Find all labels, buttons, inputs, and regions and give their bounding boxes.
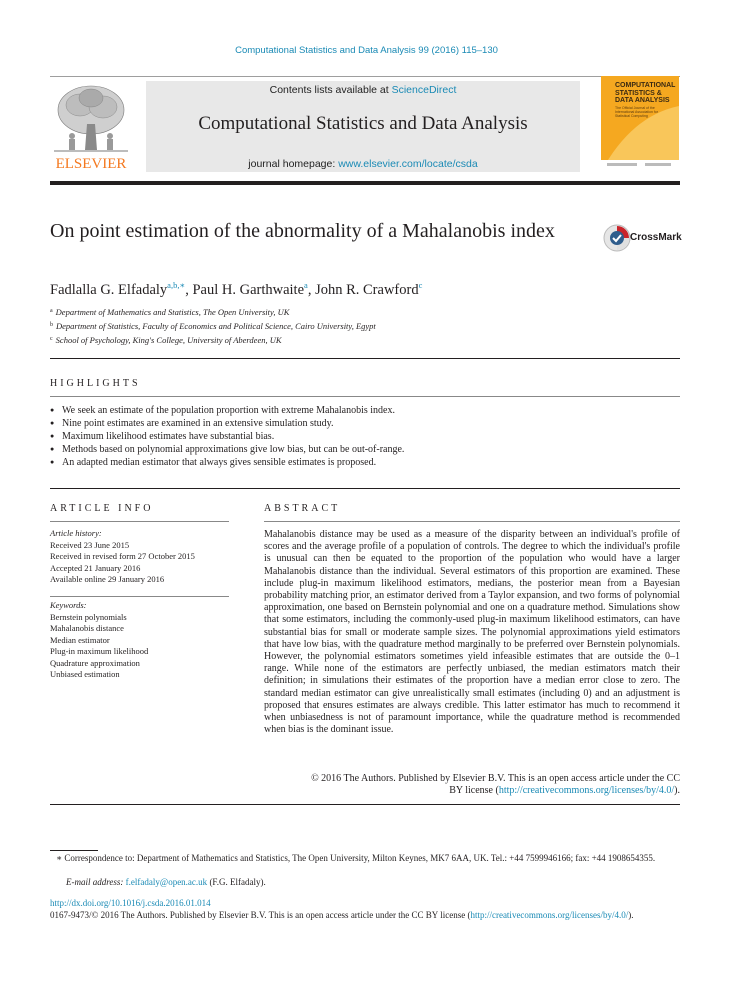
correspondence-footnote (50, 853, 680, 865)
history-entry: Available online 29 January 2016 (50, 574, 165, 584)
highlights-heading: HIGHLIGHTS (50, 378, 141, 389)
author-separator: , (307, 282, 316, 298)
abstract-license (264, 773, 680, 797)
affiliation-key: a (50, 308, 53, 314)
keyword-item: Plug-in maximum likelihood (50, 646, 149, 656)
email-footnote (66, 877, 266, 887)
abstract-rule (264, 521, 680, 522)
highlight-item: ● We seek an estimate of the population proportion with extreme Mahalanobis index. (50, 404, 680, 417)
keyword-item: Mahalanobis distance (50, 623, 124, 633)
author-affiliation-marks[interactable]: a (304, 280, 308, 290)
section-divider (50, 488, 680, 489)
section-divider (50, 804, 680, 805)
highlight-item: ● Nine point estimates are examined in an extensive simulation study. (50, 417, 680, 430)
cover-title: COMPUTATIONAL STATISTICS & DATA ANALYSIS (615, 82, 676, 104)
affiliation-key: b (50, 322, 53, 328)
article-info-heading: ARTICLE INFO (50, 503, 154, 514)
contents-prefix: Contents lists available at (269, 84, 392, 96)
highlight-item: ● Methods based on polynomial approximations give low bias, but can be out-of-range. (50, 443, 680, 456)
keywords-label: Keywords: (50, 600, 87, 610)
affiliation (50, 335, 282, 345)
affiliation (50, 321, 376, 331)
affiliation-text: School of Psychology, King's College, University of Aberdeen, UK (55, 335, 282, 345)
journal-reference[interactable]: Computational Statistics and Data Analysis 99 (2016) 115–130 (235, 45, 498, 56)
elsevier-logo (50, 80, 132, 172)
homepage-line (146, 158, 580, 170)
author-list (50, 280, 422, 299)
masthead-bottom-rule (50, 181, 680, 185)
abstract-heading: ABSTRACT (264, 503, 341, 514)
journal-cover-thumbnail[interactable] (601, 76, 679, 172)
email-label: E-mail address: (66, 877, 126, 887)
highlights-list (50, 404, 680, 469)
author-name: John R. Crawford (315, 282, 419, 298)
author-affiliation-marks[interactable]: c (418, 280, 423, 290)
header-divider (50, 76, 680, 77)
paper-title: On point estimation of the abnormality of a Mahalanobis index (50, 220, 555, 242)
email-suffix: (F.G. Elfadaly). (207, 877, 266, 887)
license-link[interactable]: http://creativecommons.org/licenses/by/4.0/ (498, 785, 675, 797)
copyright-suffix: ). (628, 910, 634, 920)
highlights-rule (50, 396, 680, 397)
highlight-item: ● An adapted median estimator that always gives sensible estimates is proposed. (50, 456, 680, 469)
section-divider (50, 358, 680, 359)
corresponding-mark: ∗ (56, 853, 63, 863)
copyright-license-link[interactable]: http://creativecommons.org/licenses/by/4.0/ (470, 910, 629, 920)
article-history (50, 528, 229, 586)
license-prefix: BY license ( (449, 785, 499, 797)
highlight-item: ● Maximum likelihood estimates have substantial bias. (50, 430, 680, 443)
author-name: Paul H. Garthwaite (192, 282, 305, 298)
copyright-line (50, 910, 680, 922)
affiliation (50, 307, 289, 317)
keywords-rule (50, 596, 229, 597)
correspondence-text: Correspondence to: Department of Mathematics and Statistics, The Open University, Milton Keynes, MK7 6AA, UK. Tel.: +44 7599946166; fax: +44 1908654355. (64, 853, 656, 863)
article-info-rule (50, 521, 229, 522)
contents-line (146, 84, 580, 96)
history-entry: Accepted 21 January 2016 (50, 562, 141, 573)
sciencedirect-link[interactable]: ScienceDirect (391, 84, 457, 96)
homepage-prefix: journal homepage: (248, 158, 339, 170)
crossmark-label[interactable]: CrossMark (630, 232, 682, 243)
footnote-rule (50, 850, 98, 851)
license-line-2 (264, 785, 680, 797)
keywords (50, 600, 229, 681)
affiliation-text: Department of Statistics, Faculty of Economics and Political Science, Cairo University, Egypt (56, 321, 376, 331)
abstract-body: Mahalanobis distance may be used as a measure of the disparity between an individual's profile of scores and the average profile of a population of controls. The degree to which the individual's profile is unusual can then be equated to the proportion of the population who would have a larger Mahalanobis distance than the individual. Several estimators of this proportion are examined. These include plug-in maximum likelihood estimators, medians, the posterior mean from a Bayesian probability matching prior, an estimator derived from a Taylor expansion, and two forms of polynomial approximation, one based on Bernstein polynomial and one on a quadrature method. Simulations show that some estimators, including the commonly-used plug-in maximum likelihood estimators, can have substantial bias for small or moderate sample sizes. The polynomial approximations yield estimators that have low bias, with the quadrature method marginally to be preferred over Bernstein polynomials. However, the polynomial estimators sometimes yield infeasible estimates that are outside the 0–1 range. While none of the estimators are perfectly unbiased, the median estimators match their definition; in simulations their estimates of the proportion have a median error close to zero. The standard median estimator can give unrealistically small estimates (including 0) and an adjustment is proposed that ensures estimates are always credible. This latter estimator has much to recommend it when unbiasedness is not of paramount importance, while the quadrature method is recommended when bias is the dominant issue. (264, 529, 680, 736)
history-entry: Received in revised form 27 October 2015 (50, 551, 195, 561)
email-link[interactable]: f.elfadaly@open.ac.uk (125, 877, 208, 887)
elsevier-wordmark: ELSEVIER (55, 156, 127, 172)
keyword-item: Quadrature approximation (50, 657, 140, 668)
affiliation-text: Department of Mathematics and Statistics, The Open University, UK (55, 307, 290, 317)
article-history-label: Article history: (50, 528, 102, 538)
license-line: © 2016 The Authors. Published by Elsevier B.V. This is an open access article under the CC (311, 773, 680, 784)
author-affiliation-marks[interactable]: a,b,∗ (167, 280, 186, 290)
keyword-item: Bernstein polynomials (50, 611, 127, 622)
affiliation-key: c (50, 336, 53, 342)
author-separator: , (185, 282, 193, 298)
journal-title: Computational Statistics and Data Analysis (198, 113, 528, 134)
doi-link[interactable]: http://dx.doi.org/10.1016/j.csda.2016.01.014 (50, 898, 211, 908)
keyword-item: Unbiased estimation (50, 669, 120, 679)
cover-subtitle: The Official Journal of the International Association for Statistical Computing (615, 106, 658, 118)
copyright-prefix: 0167-9473/© 2016 The Authors. Published by Elsevier B.V. This is an open access article under the CC BY license ( (50, 910, 471, 920)
history-entry: Received 23 June 2015 (50, 539, 130, 550)
license-suffix: ). (674, 785, 680, 797)
keyword-item: Median estimator (50, 634, 110, 645)
journal-homepage-link[interactable]: www.elsevier.com/locate/csda (338, 158, 478, 170)
author-name: Fadlalla G. Elfadaly (50, 282, 168, 298)
